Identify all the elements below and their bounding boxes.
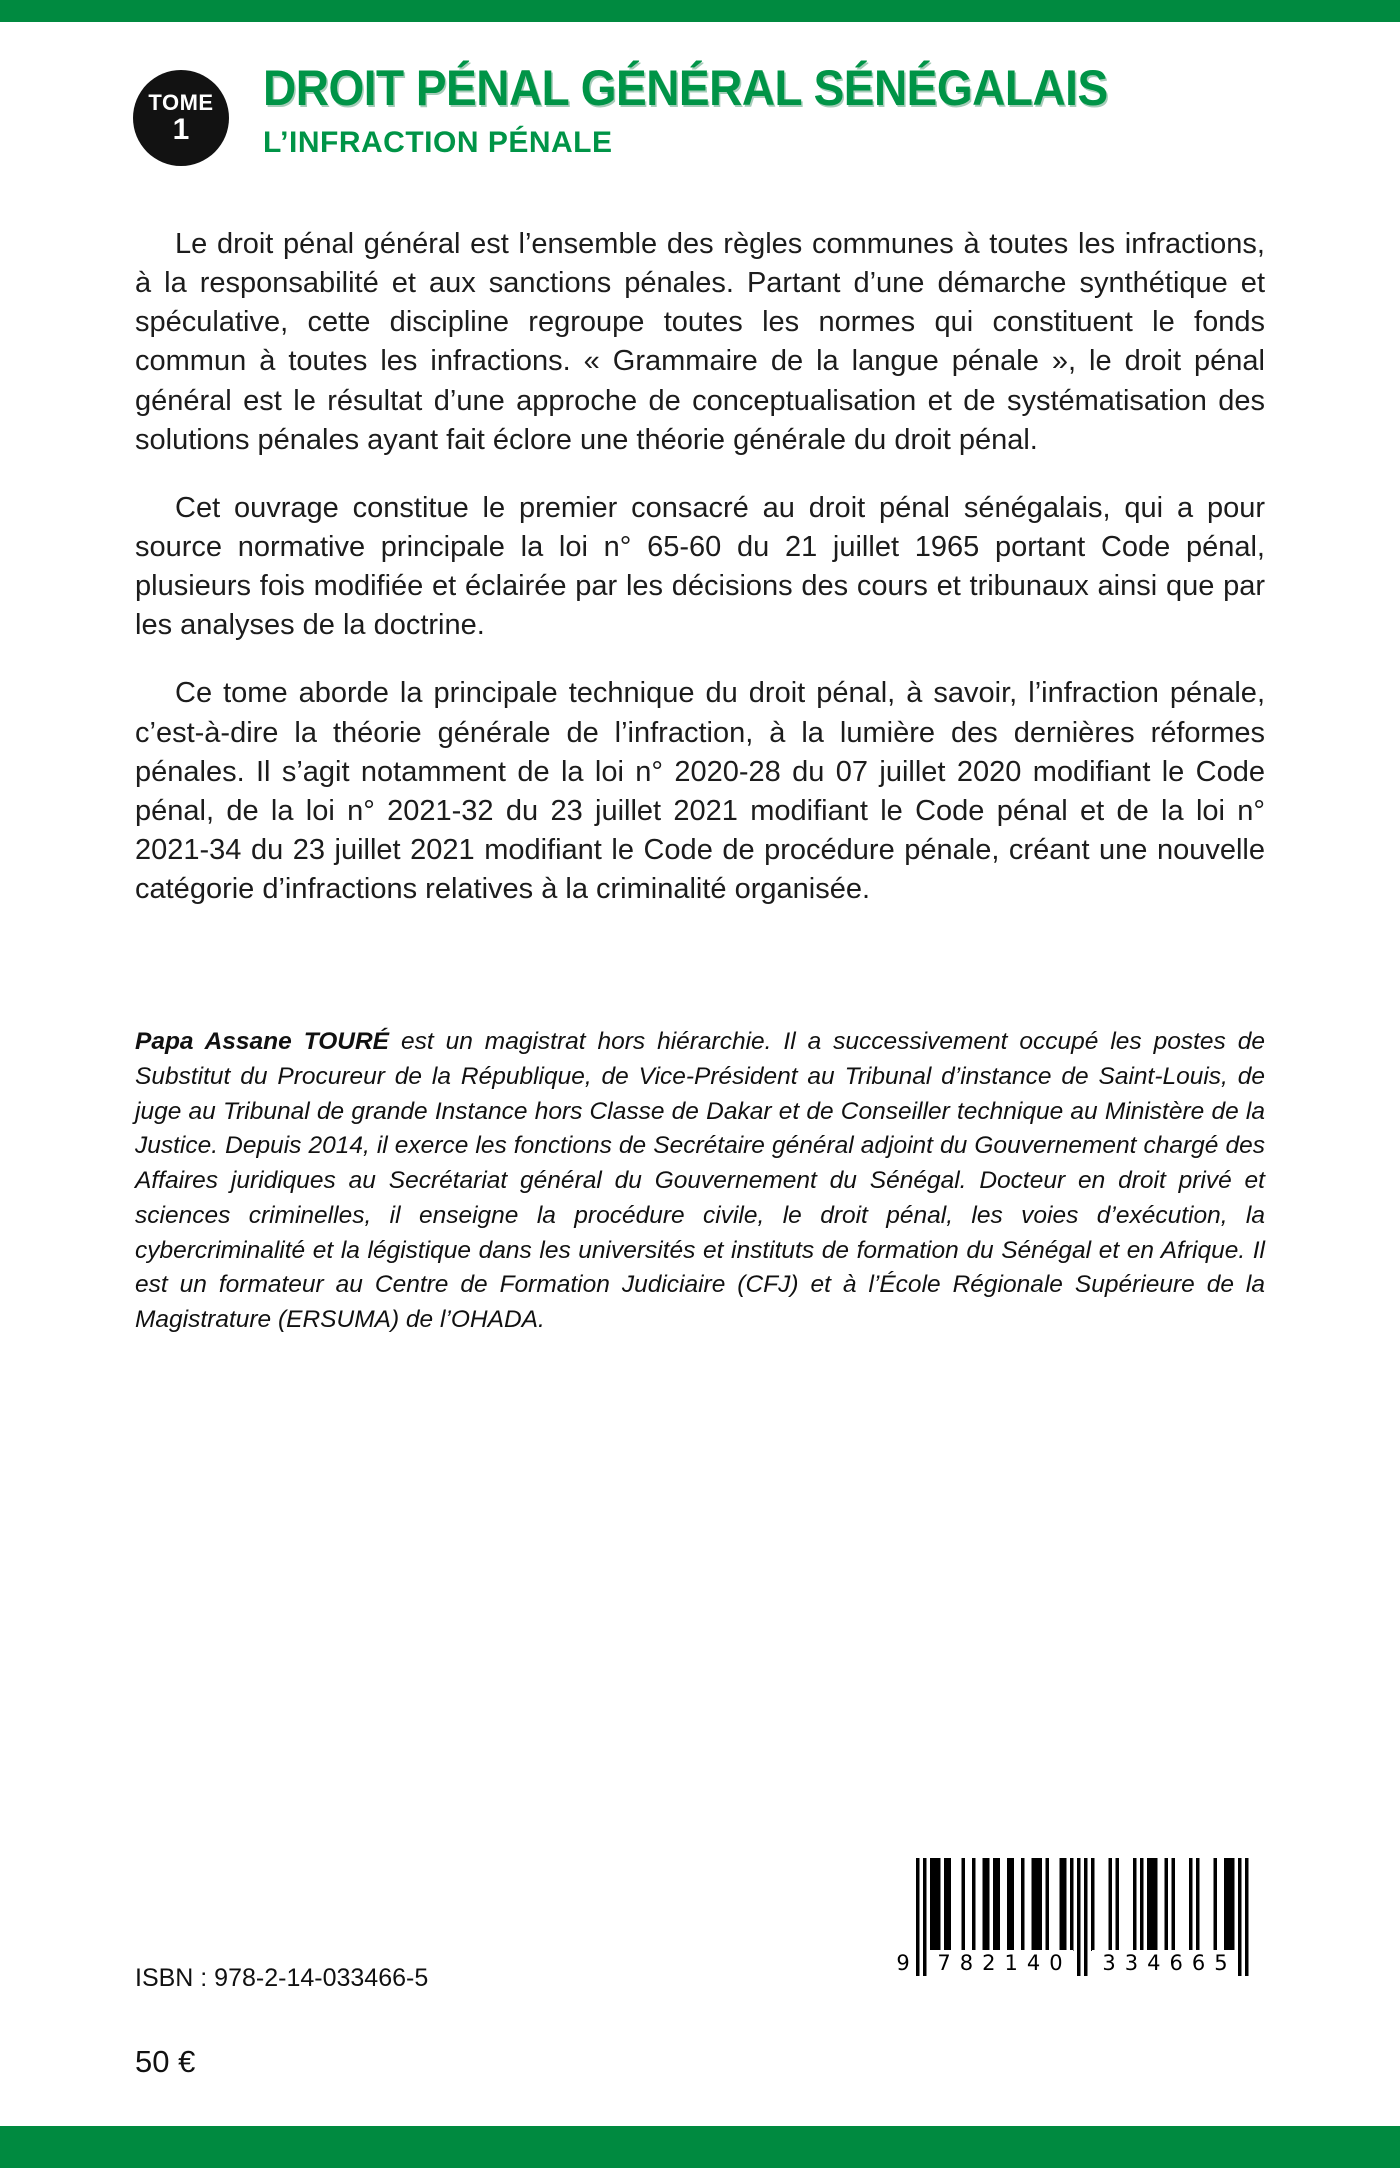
synopsis-paragraph-1: Le droit pénal général est l’ensemble des règles communes à toutes les infractions, à la responsabilité et aux sanctions pénales. Partant d’une démarche synthétique et spéculative, cette discipline regroupe toutes les normes qui constituent le fonds commun à toutes les infractions. « Grammaire de la langue pénale », le droit pénal général est le résultat d’une approche de conceptualisation et de systématisation des solutions pénales ayant fait éclore une théorie générale du droit pénal.	[135, 228, 1265, 456]
tome-badge	[133, 70, 229, 166]
synopsis-paragraph-3: Ce tome aborde la principale technique du droit pénal, à savoir, l’infraction pénale, c’est-à-dire la théorie générale de l’infraction, à la lumière des dernières réformes pénales. Il s’agit notamment de la loi n° 2020-28 du 07 juillet 2020 modifiant le Code pénal, de la loi n° 2021-32 du 23 juillet 2021 modifiant le Code pénal et de la loi n° 2021-34 du 23 juillet 2021 modifiant le Code de procédure pénale, créant une nouvelle catégorie d’infractions relatives à la criminalité organisée.	[135, 677, 1265, 906]
isbn-text: ISBN : 978-2-14-033466-5	[135, 1964, 429, 1992]
price-text: 50 €	[135, 2044, 196, 2079]
barcode-digits-left: 782140	[927, 1950, 1073, 1976]
book-subtitle: L’INFRACTION PÉNALE	[263, 125, 613, 159]
bottom-green-bar	[0, 2126, 1400, 2168]
top-green-bar	[0, 0, 1400, 22]
tome-badge-number: 1	[172, 112, 190, 146]
book-title: DROIT PÉNAL GÉNÉRAL SÉNÉGALAIS	[263, 59, 1108, 116]
synopsis	[135, 225, 1265, 938]
author-bio-text: est un magistrat hors hiérarchie. Il a successivement occupé les postes de Substitut du Procureur de la République, de Vice-Président au Tribunal d’instance de Saint-Louis, de juge au Tribunal de grande Instance hors Classe de Dakar et de Conseiller technique au Ministère de la Justice. Depuis 2014, il exerce les fonctions de Secrétaire général adjoint du Gouvernement chargé des Affaires juridiques au Secrétariat général du Gouvernement du Sénégal. Docteur en droit privé et sciences criminelles, il enseigne la procédure civile, le droit pénal, les voies d’exécution, la cybercriminalité et la légistique dans les universités et instituts de formation du Sénégal et en Afrique. Il est un formateur au Centre de Formation Judiciaire (CFJ) et à l’École Régionale Supérieure de la Magistrature (ERSUMA) de l’OHADA.	[135, 1028, 1266, 1334]
title-block	[263, 59, 1108, 160]
barcode-digit-first: 9	[892, 1950, 914, 1976]
author-bio	[135, 1025, 1265, 1338]
tome-badge-label: TOME	[148, 90, 214, 116]
header	[133, 59, 1280, 166]
author-name: Papa Assane TOURÉ	[135, 1028, 390, 1055]
barcode-digits-right: 334665	[1092, 1950, 1238, 1976]
barcode	[894, 1858, 1250, 1976]
synopsis-paragraph-2: Cet ouvrage constitue le premier consacré au droit pénal sénégalais, qui a pour source normative principale la loi n° 65-60 du 21 juillet 1965 portant Code pénal, plusieurs fois modifiée et éclairée par les décisions des cours et tribunaux ainsi que par les analyses de la doctrine.	[135, 491, 1265, 642]
